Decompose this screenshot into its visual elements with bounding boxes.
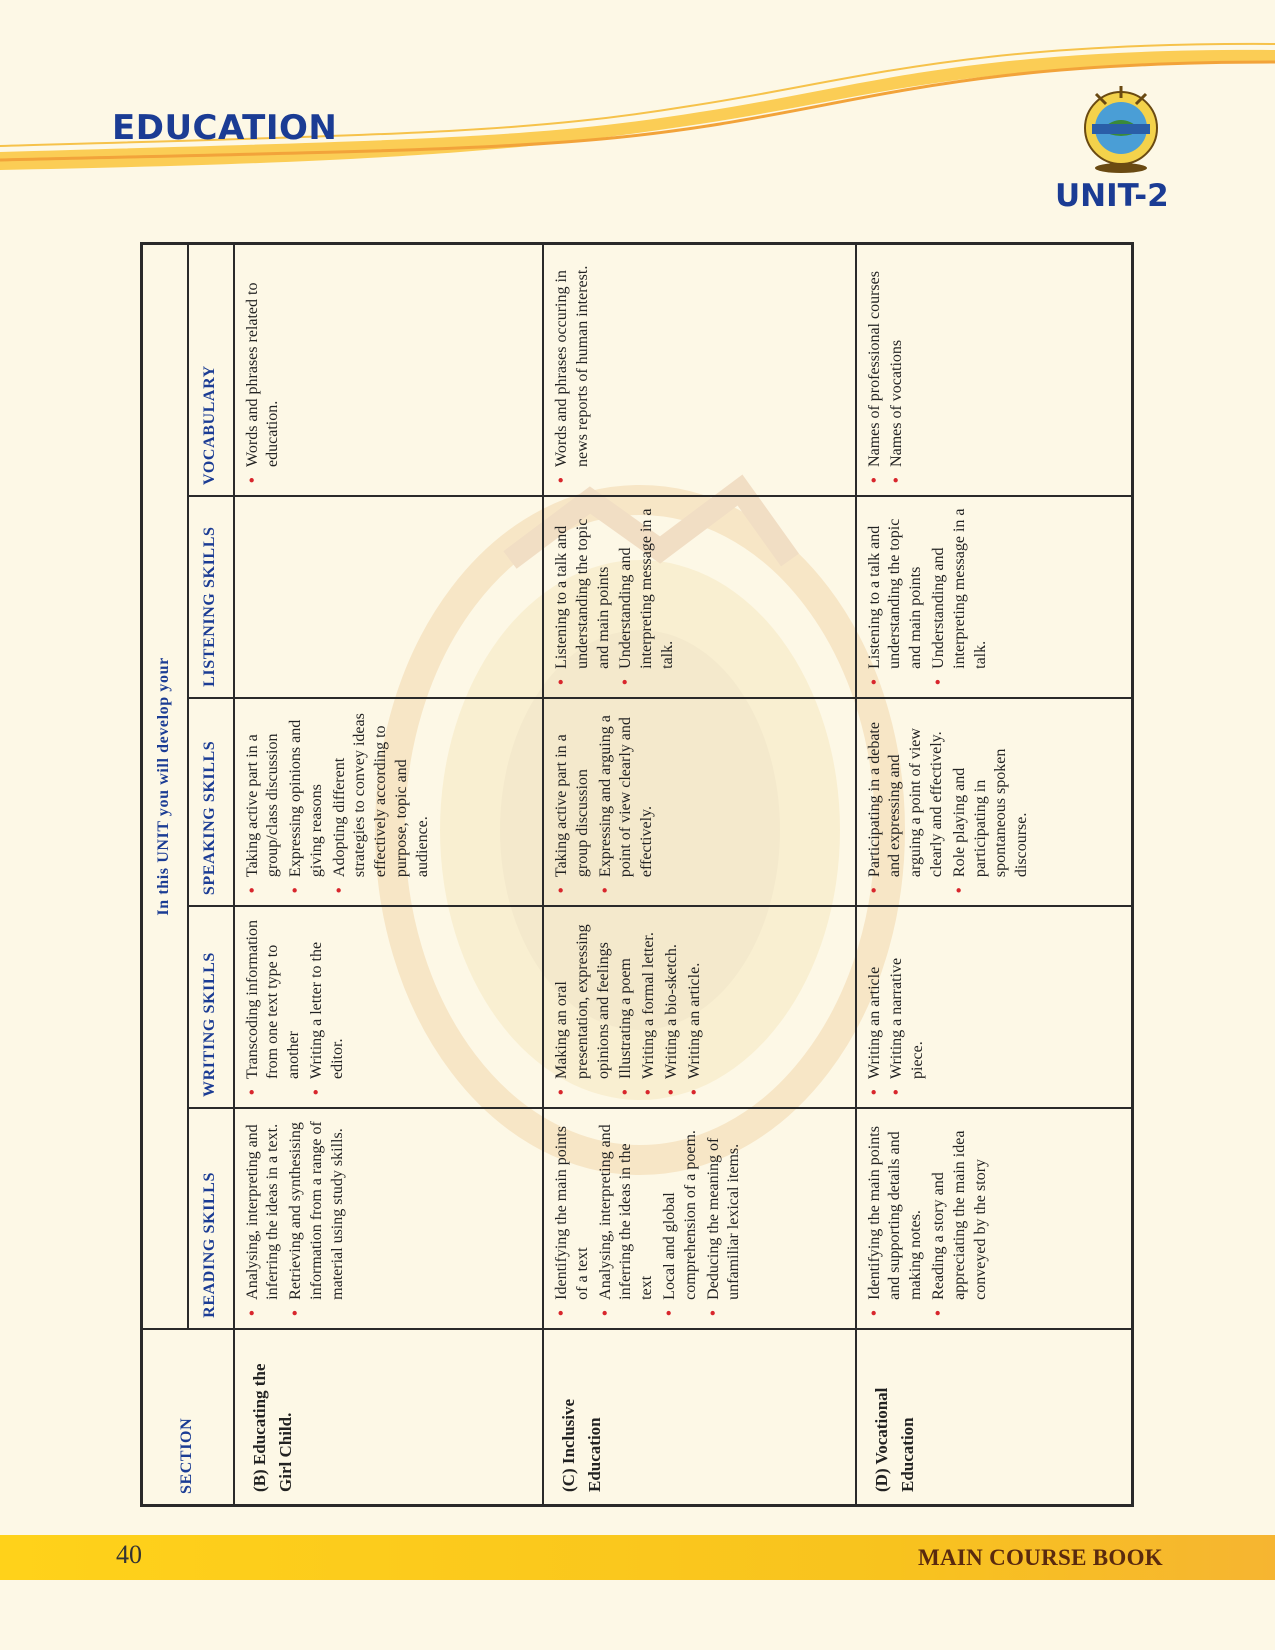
list-item: • Retrieving and synthesising information from a range of material using study skills. <box>286 1119 348 1318</box>
list-item: • Local and global comprehension of a poem. <box>660 1119 702 1318</box>
list-item: • Participating in a debate and expressing and arguing a point of view clearly and effectively. <box>865 709 948 895</box>
section-name-line1: (B) Educating the <box>249 1363 269 1492</box>
table-row <box>543 244 856 1506</box>
list-item: • Names of professional courses <box>865 255 886 485</box>
skills-table-rotated <box>140 242 1134 1507</box>
section-name-line2: Girl Child. <box>275 1412 295 1492</box>
section-cell <box>543 1329 856 1506</box>
emblem-logo <box>1066 80 1176 180</box>
listening-cell <box>856 496 1133 698</box>
list-item: • Understanding and interpreting message in a talk. <box>616 507 678 687</box>
list-item: • Names of vocations <box>887 255 908 485</box>
list-item: • Words and phrases occuring in news reports of human interest. <box>552 255 594 485</box>
list-item: • Role playing and participating in spontaneous spoken discourse. <box>950 709 1033 895</box>
section-name-line2: Education <box>897 1417 917 1492</box>
list-item: • Expressing and arguing a point of view clearly and effectively. <box>596 709 658 895</box>
list-item: • Listening to a talk and understanding the topic and main points <box>552 507 614 687</box>
chapter-title: EDUCATION <box>112 108 338 148</box>
list-item: • Expressing opinions and giving reasons <box>286 709 328 895</box>
list-item: • Adopting different strategies to convey ideas effectively according to purpose, topic and audience. <box>330 709 434 895</box>
list-item: • Taking active part in a group discussion <box>552 709 594 895</box>
vocabulary-cell <box>856 244 1133 496</box>
list-item: • Writing an article. <box>685 917 706 1097</box>
list-item: • Identifying the main points and supporting details and making notes. <box>865 1119 927 1318</box>
list-item: • Taking active part in a group/class discussion <box>243 709 285 895</box>
speaking-cell <box>856 698 1133 906</box>
page-number: 40 <box>116 1540 142 1569</box>
list-item: • Deducing the meaning of unfamiliar lexical items. <box>704 1119 746 1318</box>
list-item: • Reading a story and appreciating the main idea conveyed by the story <box>929 1119 991 1318</box>
list-item: • Illustrating a poem <box>616 917 637 1097</box>
table-row <box>856 244 1133 1506</box>
reading-cell <box>543 1108 856 1329</box>
section-header: SECTION <box>142 1329 234 1506</box>
speaking-cell <box>543 698 856 906</box>
list-item: • Writing a formal letter. <box>639 917 660 1097</box>
section-cell <box>856 1329 1133 1506</box>
list-item: • Writing an article <box>865 917 886 1097</box>
list-item: • Transcoding information from one text type to another <box>243 917 305 1097</box>
speaking-skills-header: SPEAKING SKILLS <box>188 698 234 906</box>
writing-cell <box>856 906 1133 1108</box>
reading-cell <box>856 1108 1133 1329</box>
list-item: • Understanding and interpreting message in a talk. <box>929 507 991 687</box>
list-item: • Words and phrases related to education. <box>243 255 285 485</box>
writing-skills-header: WRITING SKILLS <box>188 906 234 1108</box>
section-cell <box>234 1329 544 1506</box>
writing-cell <box>234 906 544 1108</box>
writing-cell <box>543 906 856 1108</box>
section-name-line1: (C) Inclusive <box>559 1398 579 1492</box>
vocabulary-cell <box>543 244 856 496</box>
section-name-line2: Education <box>585 1417 605 1492</box>
list-item: • Analysing, interpreting and inferring the ideas in the text <box>596 1119 658 1318</box>
section-name-line1: (D) Vocational <box>871 1387 891 1492</box>
vocabulary-header: VOCABULARY <box>188 244 234 496</box>
reading-cell <box>234 1108 544 1329</box>
vocabulary-cell <box>234 244 544 496</box>
speaking-cell <box>234 698 544 906</box>
list-item: • Writing a narrative piece. <box>887 917 929 1097</box>
table-row <box>234 244 544 1506</box>
list-item: • Making an oral presentation, expressing opinions and feelings <box>552 917 614 1097</box>
unit-label: UNIT-2 <box>1055 178 1169 214</box>
listening-cell <box>543 496 856 698</box>
listening-skills-header: LISTENING SKILLS <box>188 496 234 698</box>
list-item: • Writing a bio-sketch. <box>662 917 683 1097</box>
book-title: MAIN COURSE BOOK <box>917 1545 1163 1570</box>
listening-cell <box>234 496 544 698</box>
reading-skills-header: READING SKILLS <box>188 1108 234 1329</box>
list-item: • Identifying the main points of a text <box>552 1119 594 1318</box>
list-item: • Analysing, interpreting and inferring the ideas in a text. <box>243 1119 285 1318</box>
list-item: • Writing a letter to the editor. <box>307 917 349 1097</box>
skills-table <box>140 242 1134 1507</box>
table-caption: In this UNIT you will develop your <box>142 244 188 1329</box>
list-item: • Listening to a talk and understanding the topic and main points <box>865 507 927 687</box>
